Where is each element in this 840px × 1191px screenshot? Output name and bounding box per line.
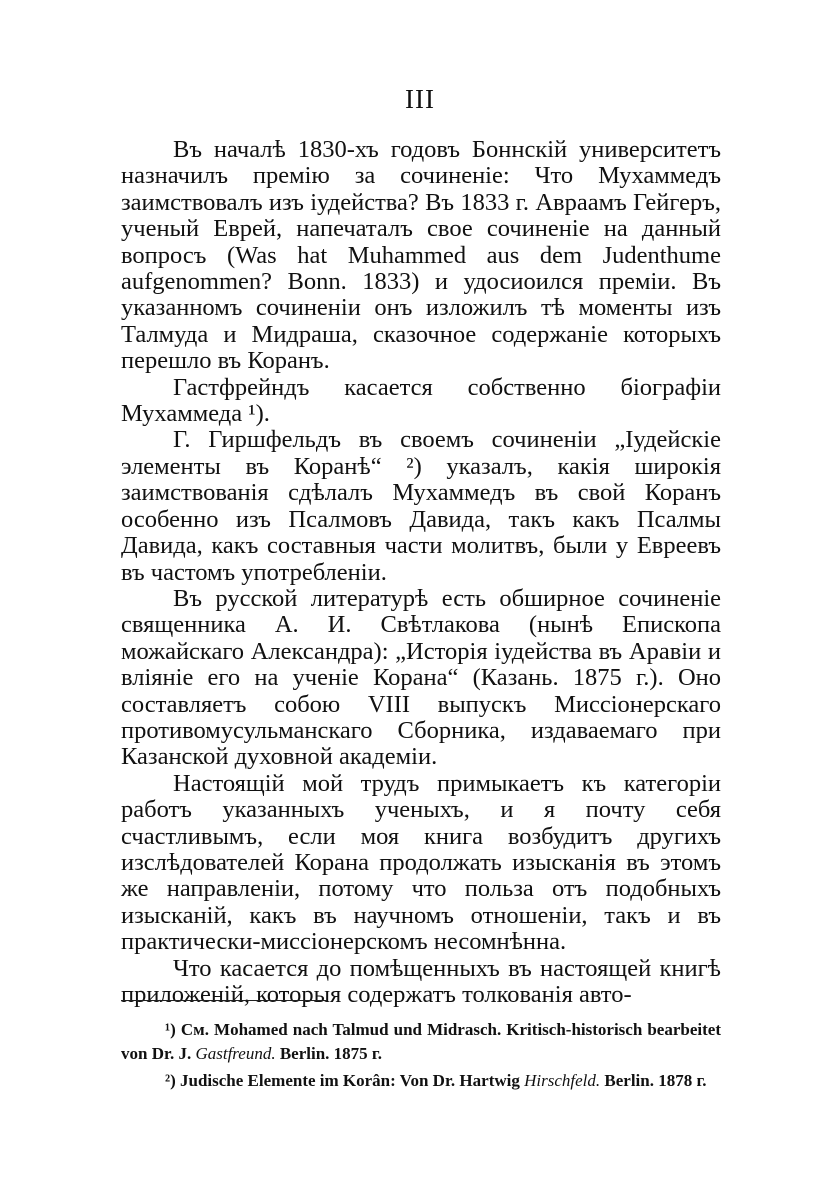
footnotes [121,1018,721,1096]
footnote-author: Hirschfeld. [524,1071,601,1090]
paragraph: Настоящій мой трудъ примыкаетъ къ категоріи работъ указанныхъ ученыхъ, и я почту себя счастливымъ, если моя книга возбудитъ другихъ изслѣдователей Корана продолжать изысканія въ этомъ же направленіи, потому что польза отъ подобныхъ изысканій, какъ въ научномъ отношеніи, такъ и въ практически-миссіонерскомъ несомнѣнна. [121,769,721,956]
footnote-author: Gastfreund. [195,1044,276,1063]
footnote-divider [121,1000,327,1001]
footnote-text: См. Mohamed nach Talmud und Midrasch. Kritisch-historisch bearbeitet von Dr. J. [121,1020,721,1063]
paragraph: Въ началѣ 1830-хъ годовъ Боннскій университетъ назначилъ премію за сочиненіе: Что Мухаммедъ заимствовалъ изъ іудейства? Въ 1833 г. Авраамъ Гейгеръ, ученый Еврей, напечаталъ свое сочиненіе на данный вопросъ (Was hat Muhammed aus dem Judenthume aufgenommen? Bonn. 1833) и удосиоился преміи. Въ указанномъ сочиненіи онъ изложилъ тѣ моменты изъ Талмуда и Мидраша, сказочное содержаніе которыхъ перешло въ Коранъ. [121,136,721,375]
footnote-marker: ¹) [165,1020,176,1039]
footnote-text: Judische Elemente im Korân: Von Dr. Hartwig [180,1071,520,1090]
footnote-1 [121,1018,721,1066]
paragraph: Гастфрейндъ касается собственно біографіи Мухаммеда ¹). [121,373,721,428]
footnote-2 [121,1069,721,1093]
footnote-tail: Berlin. 1875 г. [279,1044,382,1063]
footnote-tail: Berlin. 1878 г. [604,1071,707,1090]
paragraph: Г. Гиршфельдъ въ своемъ сочиненіи „Іудейскіе элементы въ Коранѣ“ ²) указалъ, какія широкія заимствованія сдѣлалъ Мухаммедъ въ свой Коранъ особенно изъ Псалмовъ Давида, такъ какъ Псалмы Давида, какъ составныя части молитвъ, были у Евреевъ въ частомъ употребленіи. [121,426,721,586]
paragraph: Что касается до помѣщенныхъ въ настоящей книгѣ приложеній, которыя содержатъ толкованія авто- [121,954,721,1008]
page-number: III [405,84,435,114]
body-text [121,137,721,1008]
footnote-marker: ²) [165,1071,176,1090]
paragraph: Въ русской литературѣ есть обширное сочиненіе священника А. И. Свѣтлакова (нынѣ Епископа можайскаго Александра): „Исторія іудейства въ Аравіи и вліяніе его на ученіе Корана“ (Казань. 1875 г.). Оно составляетъ собою VIII выпускъ Миссіонерскаго противомусульманскаго Сборника, издаваемаго при Казанской духовной академіи. [121,584,721,771]
